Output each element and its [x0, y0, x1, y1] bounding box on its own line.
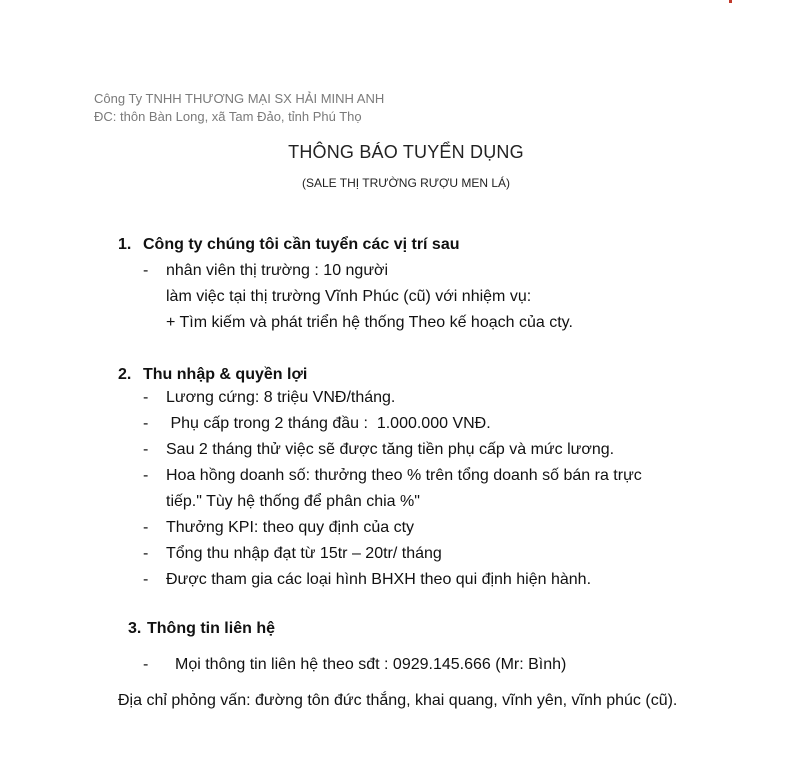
page-subtitle: (SALE THỊ TRƯỜNG RƯỢU MEN LÁ)	[302, 176, 510, 190]
list-bullet: -	[143, 467, 149, 484]
section-number: 3.	[128, 620, 142, 637]
company-address: ĐC: thôn Bàn Long, xã Tam Đảo, tỉnh Phú Thọ	[94, 109, 362, 124]
list-bullet: -	[143, 545, 149, 562]
section-number: 1.	[118, 236, 132, 253]
section-number: 2.	[118, 366, 132, 383]
list-item: Hoa hồng doanh số: thưởng theo % trên tổng doanh số bán ra trực	[166, 467, 642, 484]
list-item: Mọi thông tin liên hệ theo sđt : 0929.145.666 (Mr: Bình)	[175, 656, 567, 673]
list-item: nhân viên thị trường : 10 người	[166, 262, 389, 279]
list-bullet: -	[143, 656, 149, 673]
list-item: Sau 2 tháng thử việc sẽ được tăng tiền phụ cấp và mức lương.	[166, 441, 615, 458]
list-bullet: -	[143, 441, 149, 458]
list-item-continuation: tiếp." Tùy hệ thống để phân chia %"	[166, 493, 420, 510]
page-title: THÔNG BÁO TUYỂN DỤNG	[288, 142, 524, 162]
list-bullet: -	[143, 262, 149, 279]
list-item-continuation: làm việc tại thị trường Vĩnh Phúc (cũ) với nhiệm vụ:	[166, 288, 532, 305]
list-item-continuation: + Tìm kiếm và phát triển hệ thống Theo kế hoạch của cty.	[166, 314, 573, 331]
interview-address: Địa chỉ phỏng vấn: đường tôn đức thắng, khai quang, vĩnh yên, vĩnh phúc (cũ).	[118, 692, 678, 709]
list-item: Phụ cấp trong 2 tháng đầu : 1.000.000 VNĐ.	[166, 415, 491, 432]
list-bullet: -	[143, 519, 149, 536]
list-bullet: -	[143, 415, 149, 432]
list-item: Được tham gia các loại hình BHXH theo qui định hiện hành.	[166, 571, 592, 588]
section-heading: Thông tin liên hệ	[147, 620, 275, 637]
section-heading: Công ty chúng tôi cần tuyển các vị trí sau	[143, 236, 460, 253]
company-name: Công Ty TNHH THƯƠNG MẠI SX HẢI MINH ANH	[94, 91, 385, 106]
section-heading: Thu nhập & quyền lợi	[143, 366, 308, 383]
corner-mark	[729, 0, 732, 3]
list-bullet: -	[143, 571, 149, 588]
list-item: Tổng thu nhập đạt từ 15tr – 20tr/ tháng	[166, 545, 442, 562]
list-bullet: -	[143, 389, 149, 406]
list-item: Lương cứng: 8 triệu VNĐ/tháng.	[166, 389, 396, 406]
list-item: Thưởng KPI: theo quy định của cty	[166, 519, 415, 536]
